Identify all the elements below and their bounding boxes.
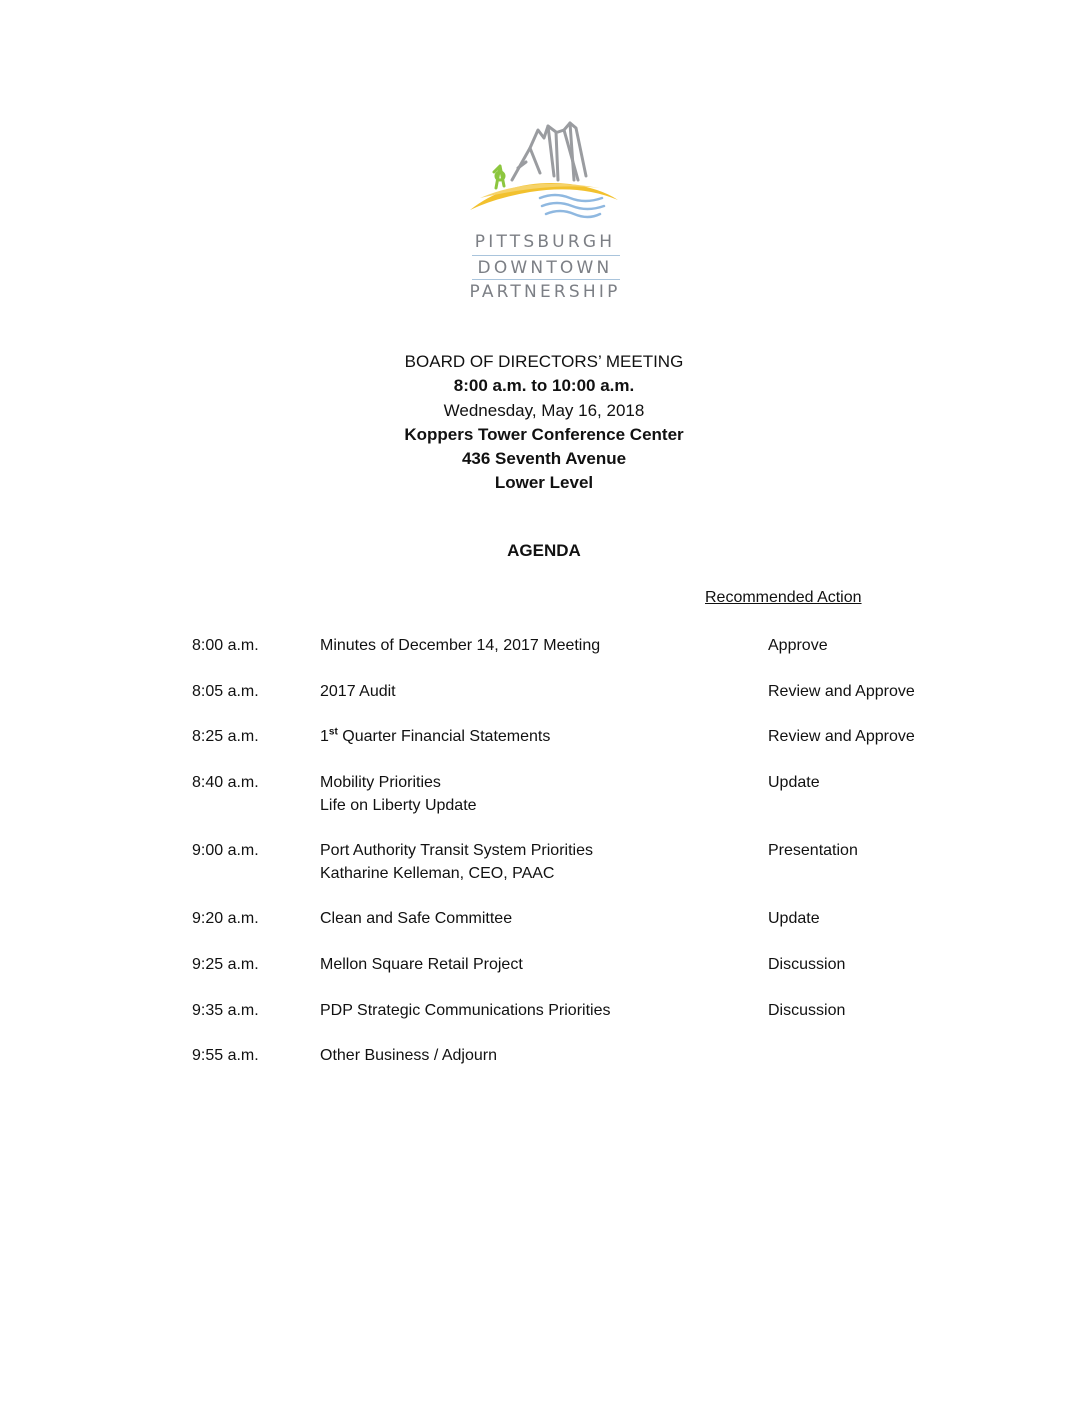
agenda-item-subtitle: Life on Liberty Update [320, 797, 477, 814]
logo-text-line3: PARTNERSHIP [469, 282, 621, 302]
meeting-date: Wednesday, May 16, 2018 [443, 400, 645, 420]
agenda-item: Mobility Priorities [320, 774, 441, 791]
agenda-time: 9:00 a.m. [192, 842, 259, 859]
recommended-action-heading: Recommended Action [705, 589, 862, 606]
agenda-item: Port Authority Transit System Priorities [320, 842, 593, 859]
agenda-item: Other Business / Adjourn [320, 1047, 497, 1064]
logo-divider [472, 255, 620, 256]
meeting-address: 436 Seventh Avenue [461, 449, 627, 469]
agenda-item: 2017 Audit [320, 683, 396, 700]
ordinal-suffix: st [328, 726, 338, 738]
agenda-title: AGENDA [507, 541, 581, 560]
agenda-action: Review and Approve [768, 683, 915, 700]
agenda-time: 8:25 a.m. [192, 728, 259, 745]
agenda-item: Clean and Safe Committee [320, 910, 513, 927]
meeting-floor: Lower Level [494, 473, 594, 493]
agenda-action: Update [768, 774, 820, 791]
agenda-item-text: Quarter Financial Statements [337, 728, 551, 745]
agenda-time: 8:00 a.m. [192, 637, 259, 654]
agenda-time: 9:20 a.m. [192, 910, 259, 927]
skyline-logo-icon [460, 118, 630, 228]
logo-divider [472, 279, 620, 280]
agenda-item: Mellon Square Retail Project [320, 956, 523, 973]
meeting-title: BOARD OF DIRECTORS’ MEETING [404, 352, 684, 371]
agenda-action: Review and Approve [768, 728, 915, 745]
agenda-item [320, 725, 550, 748]
meeting-header [0, 350, 1088, 496]
agenda-time: 8:40 a.m. [192, 774, 259, 791]
meeting-time: 8:00 a.m. to 10:00 a.m. [453, 376, 635, 396]
agenda-action: Discussion [768, 1002, 846, 1019]
agenda-time: 9:35 a.m. [192, 1002, 259, 1019]
agenda-time: 9:25 a.m. [192, 956, 259, 973]
logo-text-line2: DOWNTOWN [477, 258, 613, 278]
logo-text-line1: PITTSBURGH [474, 232, 616, 252]
agenda-action: Presentation [768, 842, 858, 859]
agenda-time: 9:55 a.m. [192, 1047, 259, 1064]
agenda-item: PDP Strategic Communications Priorities [320, 1002, 611, 1019]
meeting-venue: Koppers Tower Conference Center [404, 424, 684, 444]
agenda-item-subtitle: Katharine Kelleman, CEO, PAAC [320, 865, 555, 882]
agenda-action: Discussion [768, 956, 846, 973]
agenda-item-number: 1 [320, 728, 329, 745]
agenda-action: Update [768, 910, 820, 927]
agenda-time: 8:05 a.m. [192, 683, 259, 700]
agenda-action: Approve [768, 637, 828, 654]
pittsburgh-downtown-partnership-logo [460, 118, 630, 303]
agenda-item: Minutes of December 14, 2017 Meeting [320, 637, 601, 654]
